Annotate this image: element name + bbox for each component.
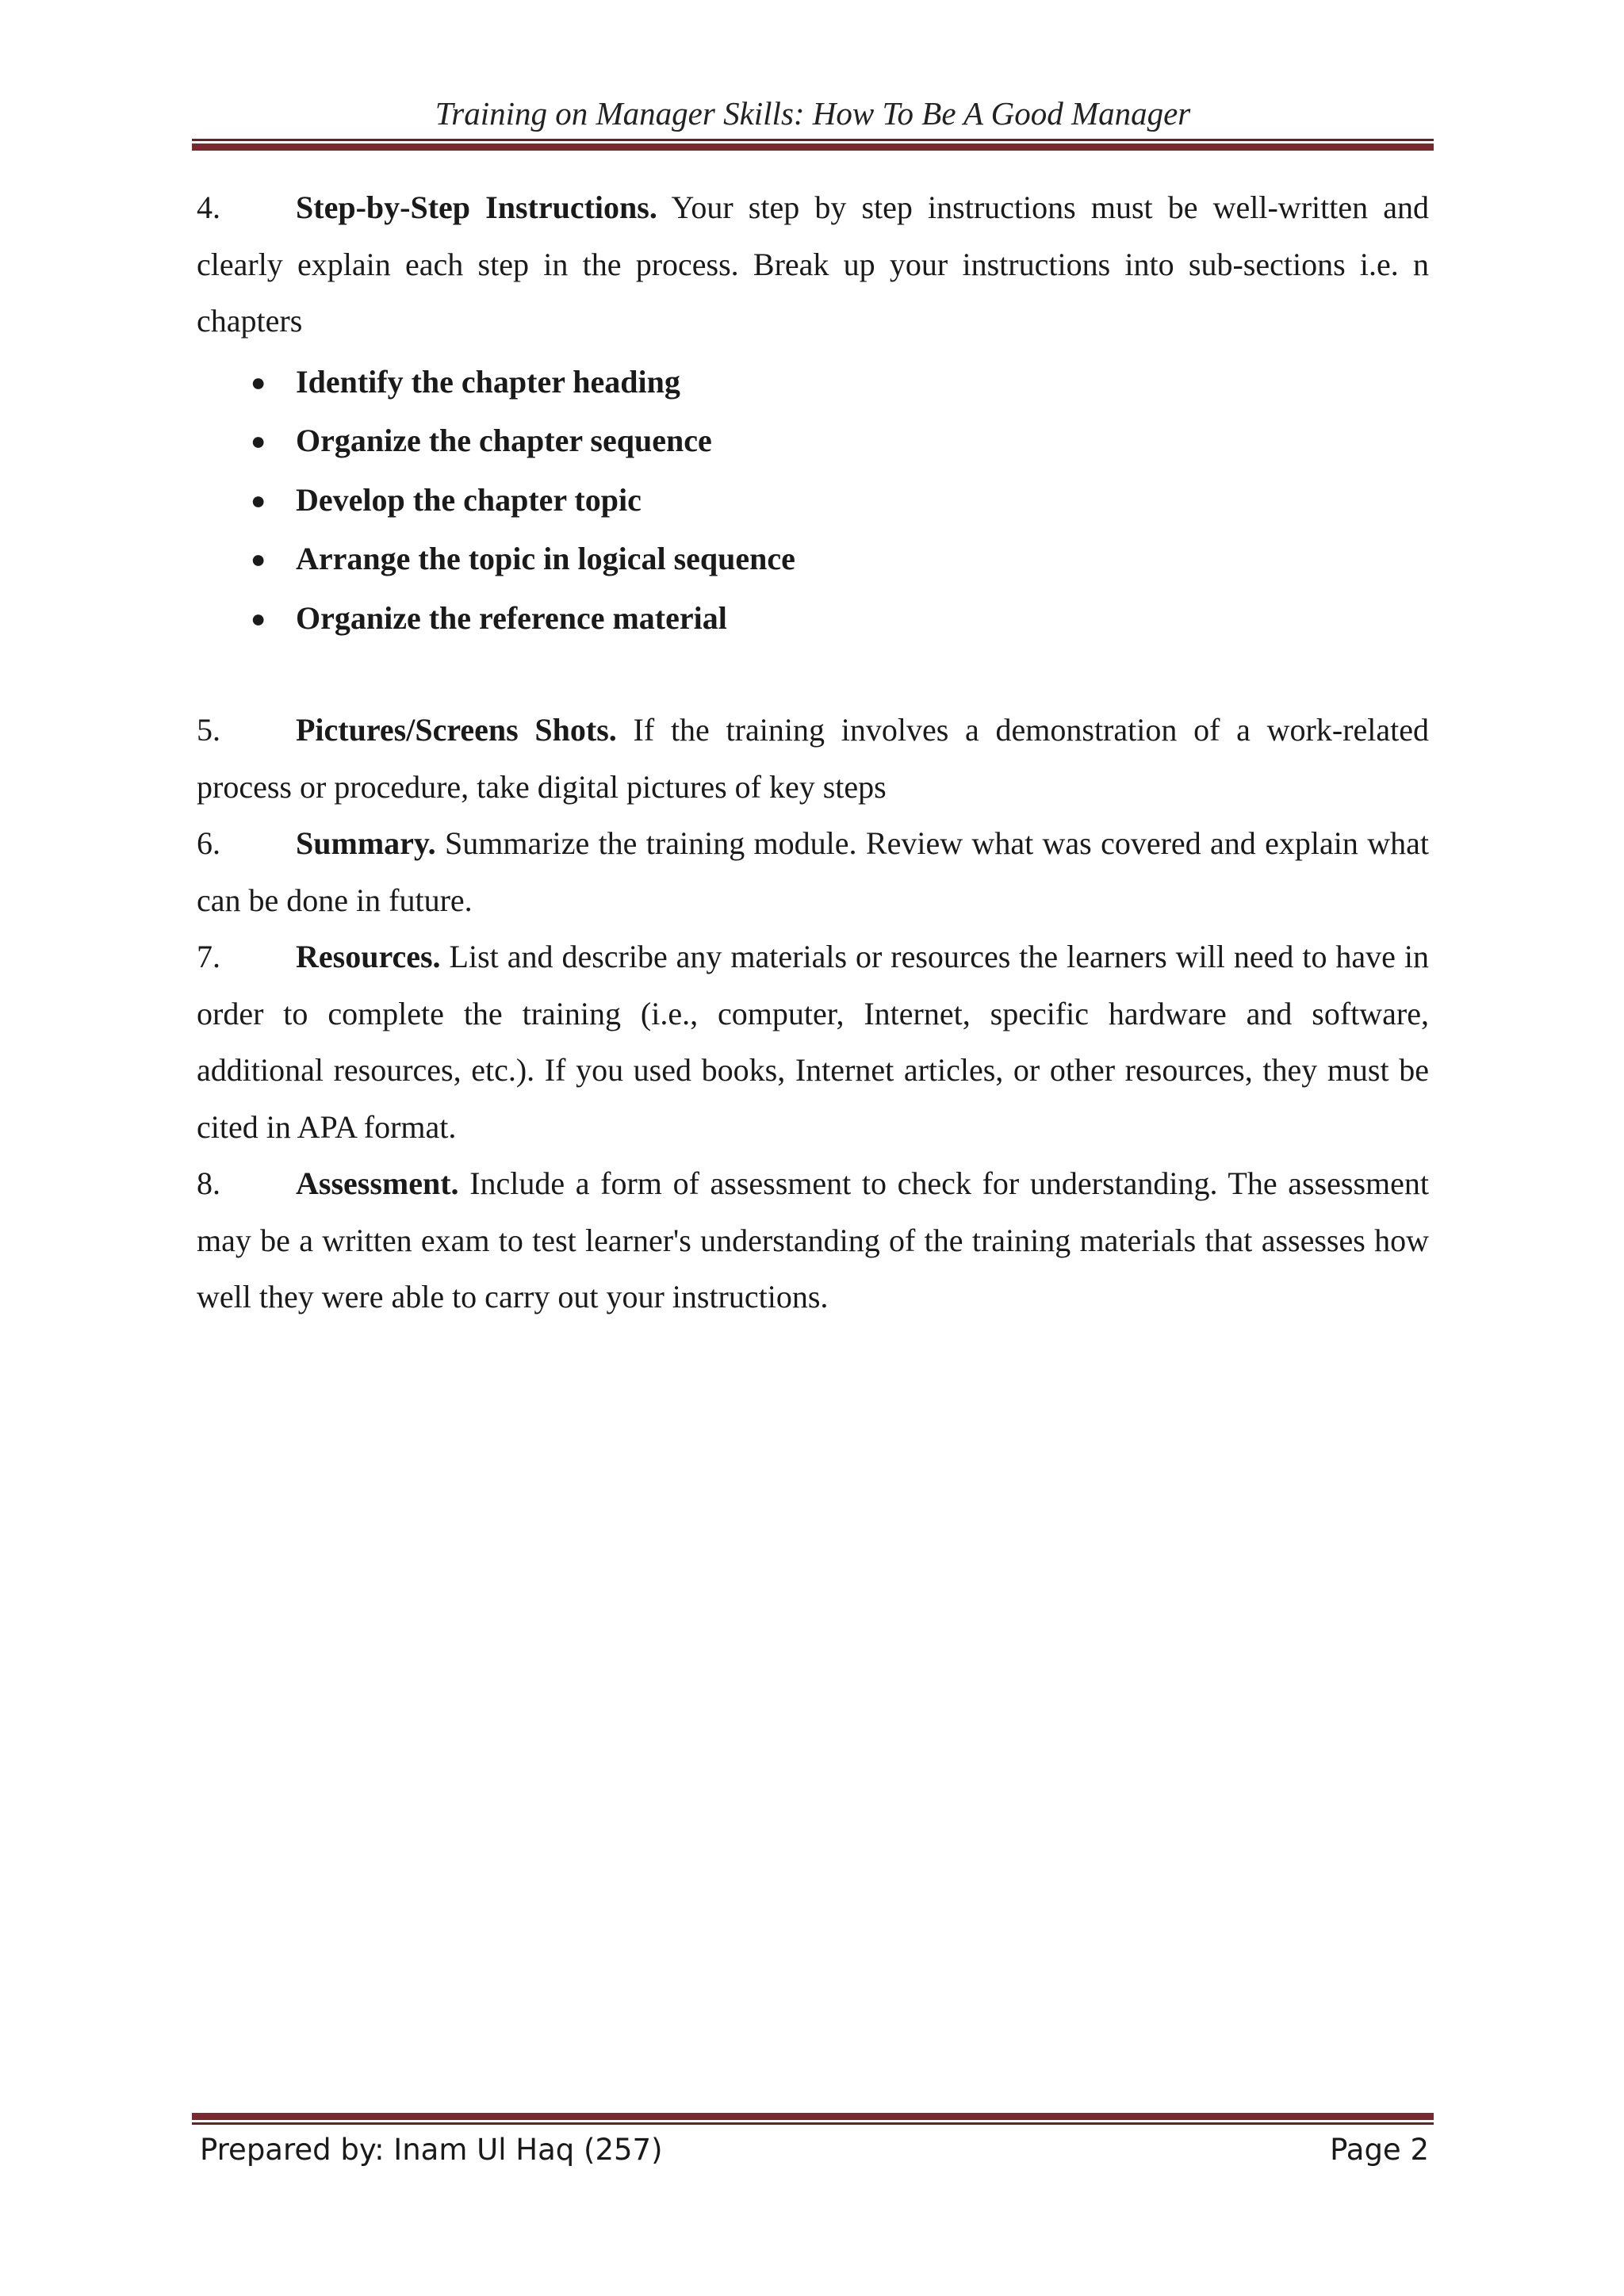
item-pictures [197,702,1429,815]
item-assessment [197,1155,1429,1326]
bullet-icon: ● [251,545,266,573]
item-number: 4. [197,189,220,225]
page-header-title: Training on Manager Skills: How To Be A Good Manager [435,95,1191,132]
item-text: List and describe any materials or resources the learners will need to have in order to complete the training (i.e., computer, Internet, specific hardware and software, additional resources, etc.). If you used books, Internet articles, or other resources, they must be cited in APA format. [197,939,1429,1145]
item-heading: Pictures/Screens Shots. [296,712,617,748]
item-number: 8. [197,1165,220,1201]
document-body [197,179,1429,1326]
bullet-icon: ● [251,485,266,515]
item-number: 6. [197,825,220,861]
bullet-item: ● Arrange the topic in logical sequence [197,530,1429,589]
item-summary [197,815,1429,928]
bullet-icon: ● [251,427,266,455]
bullet-icon: ● [251,603,266,633]
item-step-by-step [197,179,1429,350]
item-heading: Step-by-Step Instructions. [296,189,657,225]
item-heading: Resources. [296,939,441,974]
item-resources [197,928,1429,1155]
chapter-bullet-list [197,353,1429,649]
item-text: Your step by step instructions must be well-written and clearly explain each step in the process. Break up your instructions into sub-sections i.e. n chapters [197,189,1429,339]
footer-divider [192,2113,1434,2125]
item-heading: Summary. [296,825,436,861]
bullet-item: ● Organize the reference material [197,589,1429,649]
bullet-item: ● Organize the chapter sequence [197,411,1429,471]
item-heading: Assessment. [296,1165,459,1201]
prepared-by: Prepared by: Inam Ul Haq (257) [200,2133,663,2167]
page-number: Page 2 [1330,2133,1429,2167]
item-text: Include a form of assessment to check for understanding. The assessment may be a written exam to test learner's understanding of the training materials that assesses how well they were able to carry out your instructions. [197,1165,1429,1314]
bullet-item: ● Develop the chapter topic [197,471,1429,530]
bullet-item: ● Identify the chapter heading [197,353,1429,412]
item-number: 7. [197,939,220,974]
item-text: If the training involves a demonstration of a work-related process or procedure, take digital pictures of key steps [197,712,1430,805]
item-text: Summarize the training module. Review what was covered and explain what can be done in future. [197,825,1429,918]
header-divider [192,139,1434,151]
bullet-icon: ● [251,367,266,396]
item-number: 5. [197,712,220,748]
